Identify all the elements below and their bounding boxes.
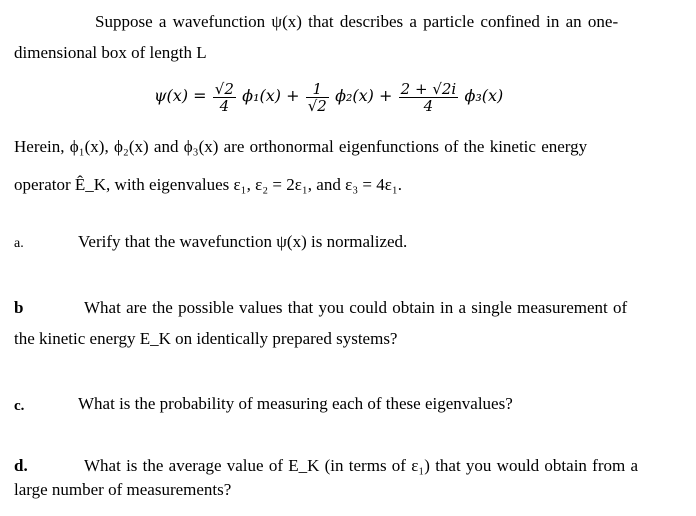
coefficient-1-denominator: 4 (213, 97, 236, 114)
question-c-text: What is the probability of measuring each of these eigenvalues? (78, 394, 513, 413)
coefficient-3-denominator: 4 (399, 97, 459, 114)
intro-line-2: dimensional box of length L (14, 43, 207, 62)
term-3: ϕ₃(x) (464, 86, 504, 105)
question-a-text: Verify that the wavefunction ψ(x) is normalized. (78, 232, 408, 251)
question-d-text-2: large number of measurements? (14, 480, 232, 499)
question-a-label: a. (14, 236, 24, 251)
question-b-text-2: the kinetic energy E_K on identically prepared systems? (14, 329, 398, 348)
wavefunction-equation (154, 78, 503, 114)
question-b-label: b (14, 298, 24, 317)
herein-line-2: operator Ê_K, with eigenvalues ε₁, ε₂ = 2ε₁, and ε₃ = 4ε₁. (14, 175, 403, 194)
herein-line-1: Herein, ϕ₁(x), ϕ₂(x) and ϕ₃(x) are orthonormal eigenfunctions of the kinetic energy (14, 137, 588, 156)
question-d-label: d. (14, 456, 28, 475)
question-c-label: c. (14, 398, 25, 414)
coefficient-3-numerator: 2 + √2i (400, 79, 457, 98)
coefficient-1-numerator: √2 (214, 79, 234, 98)
equation-lhs: ψ(x) = (154, 86, 207, 105)
coefficient-3 (399, 81, 459, 114)
coefficient-2-numerator: 1 (312, 79, 323, 98)
question-b-text: What are the possible values that you could obtain in a single measurement of (84, 298, 628, 317)
coefficient-1 (213, 81, 236, 114)
term-1: ϕ₁(x) + (242, 86, 300, 105)
intro-line-1: Suppose a wavefunction ψ(x) that describes a particle confined in an one- (95, 12, 619, 31)
question-d-text: What is the average value of E_K (in terms of ε₁) that you would obtain from a (84, 456, 639, 475)
coefficient-2 (306, 81, 329, 114)
coefficient-2-denominator: √2 (307, 96, 327, 115)
term-2: ϕ₂(x) + (335, 86, 393, 105)
